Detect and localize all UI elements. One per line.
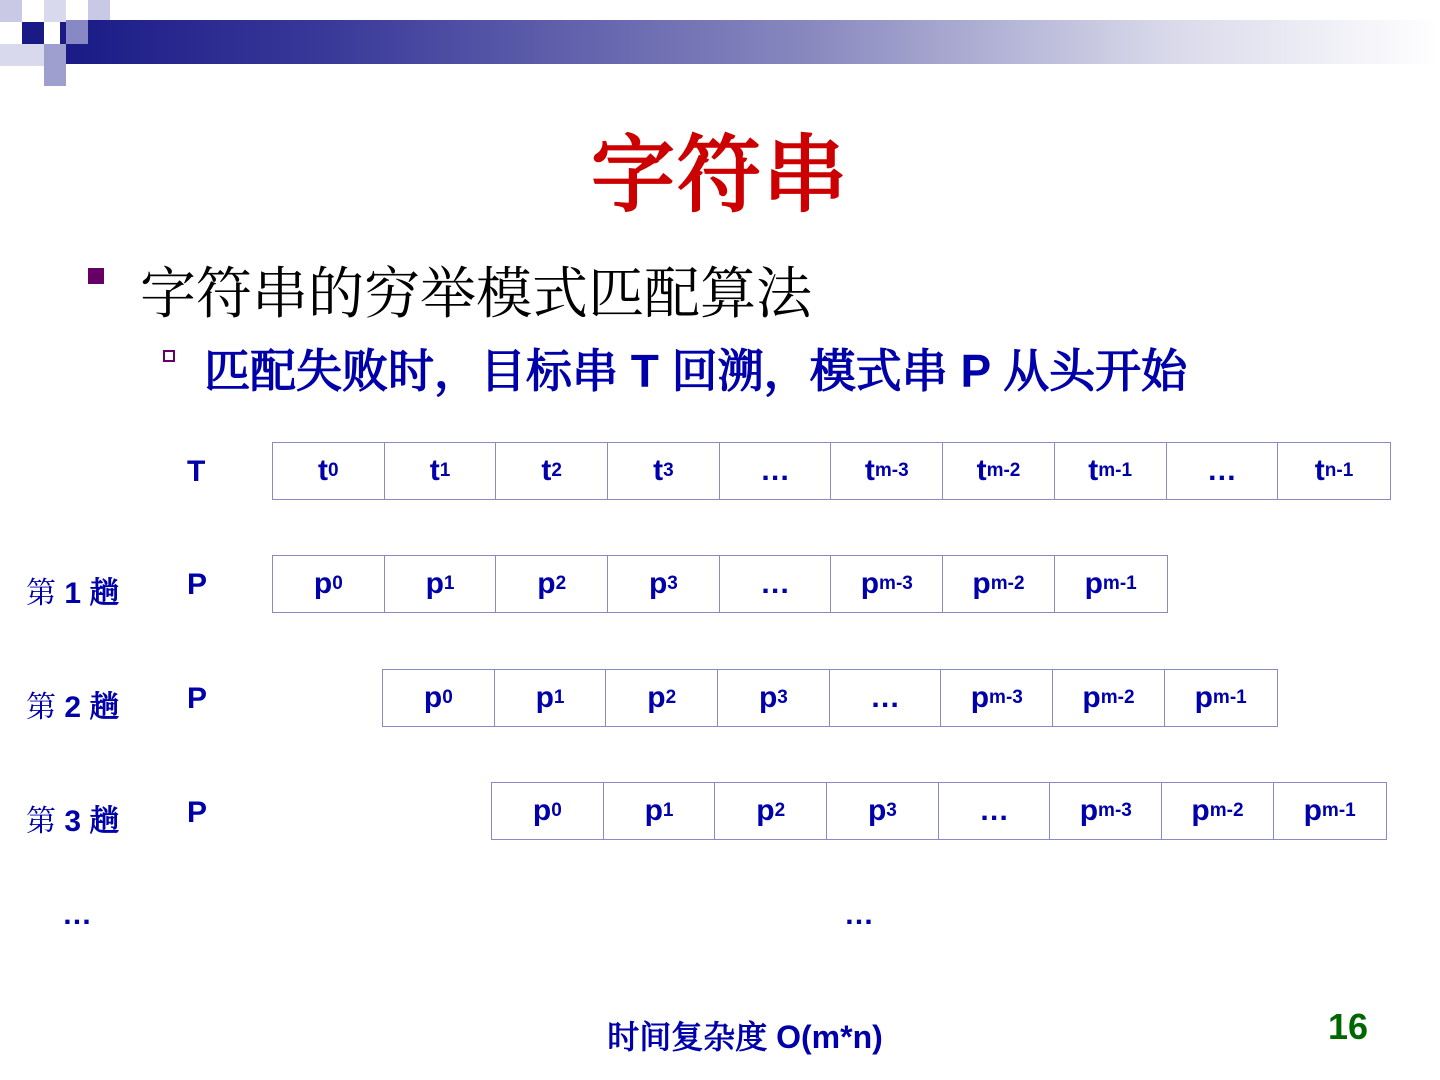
string-cell (383, 670, 495, 726)
bullet-hollow-square-icon (163, 350, 175, 362)
header-gradient-bar (60, 20, 1440, 64)
cell-index: n-1 (1324, 460, 1354, 481)
slide-title: 字符串 (590, 128, 849, 222)
cell-index: m-3 (879, 573, 913, 594)
cell-char: p (867, 794, 887, 827)
cell-index: 2 (555, 573, 567, 594)
pass-3-label: 第 3 趟 (26, 805, 120, 838)
string-cell (1278, 443, 1390, 499)
string-cell (720, 556, 832, 612)
string-cell (496, 443, 608, 499)
string-cell (830, 670, 942, 726)
bullet-main-text: 字符串的穷举模式匹配算法 (140, 262, 812, 325)
cell-index: 1 (553, 687, 565, 708)
ellipsis-left: … (62, 898, 92, 931)
cell-index: m-3 (1098, 800, 1132, 821)
string-cell (939, 783, 1051, 839)
bullet-sub-text: 匹配失败时，目标串 T 回溯，模式串 P 从头开始 (204, 345, 1188, 397)
cell-char: p (537, 567, 556, 600)
cell-index: 0 (442, 687, 453, 708)
row-letter-t: T (187, 455, 206, 488)
string-cell (831, 443, 943, 499)
cell-index: m-2 (1209, 800, 1244, 821)
string-cell (273, 443, 385, 499)
string-cell (608, 556, 720, 612)
cell-index: m-2 (1100, 687, 1135, 708)
pass-1-pattern-cells (272, 555, 1168, 613)
cell-char: … (760, 567, 791, 600)
string-cell (606, 670, 718, 726)
cell-char: p (756, 794, 775, 827)
cell-char: … (979, 794, 1010, 827)
string-cell (492, 783, 604, 839)
pass-2-label: 第 2 趟 (26, 691, 120, 724)
cell-index: m-1 (1321, 800, 1356, 821)
cell-char: p (535, 681, 554, 714)
cell-char: p (1084, 567, 1103, 600)
string-cell (1167, 443, 1279, 499)
cell-index: 3 (777, 687, 788, 708)
cell-char: t (429, 454, 440, 487)
string-cell (273, 556, 385, 612)
cell-index: 0 (551, 800, 562, 821)
cell-index: 1 (443, 573, 455, 594)
string-cell (720, 443, 832, 499)
cell-index: m-2 (986, 460, 1021, 481)
cell-char: t (653, 454, 664, 487)
cell-char: p (423, 681, 443, 714)
cell-char: p (1191, 794, 1210, 827)
cell-index: 3 (667, 573, 678, 594)
cell-index: 0 (328, 460, 339, 481)
cell-char: p (860, 567, 880, 600)
cell-char: p (970, 681, 990, 714)
cell-index: 2 (774, 800, 786, 821)
target-string-cells (272, 442, 1391, 500)
cell-index: 3 (663, 460, 674, 481)
string-cell (1050, 783, 1162, 839)
string-cell (604, 783, 716, 839)
cell-char: p (1303, 794, 1322, 827)
bullet-square-icon (88, 268, 104, 284)
cell-char: p (648, 567, 668, 600)
cell-char: p (758, 681, 778, 714)
cell-char: p (1194, 681, 1213, 714)
cell-index: 3 (886, 800, 897, 821)
string-cell (496, 556, 608, 612)
cell-char: … (760, 454, 791, 487)
string-cell (385, 556, 497, 612)
string-cell (827, 783, 939, 839)
pass-2-pattern-cells (382, 669, 1278, 727)
cell-char: p (972, 567, 991, 600)
string-cell (385, 443, 497, 499)
string-cell (943, 443, 1055, 499)
cell-index: 1 (662, 800, 674, 821)
string-cell (943, 556, 1055, 612)
string-cell (1162, 783, 1274, 839)
string-cell (831, 556, 943, 612)
string-cell (495, 670, 607, 726)
cell-char: p (644, 794, 663, 827)
time-complexity-note: 时间复杂度 O(m*n) (607, 1019, 883, 1055)
cell-index: m-1 (1102, 573, 1137, 594)
string-cell (1165, 670, 1277, 726)
cell-char: t (976, 454, 987, 487)
string-cell (1055, 443, 1167, 499)
cell-index: m-3 (989, 687, 1023, 708)
string-cell (718, 670, 830, 726)
string-cell (715, 783, 827, 839)
cell-char: … (1206, 454, 1237, 487)
cell-char: t (318, 454, 329, 487)
cell-index: m-3 (874, 460, 909, 481)
string-cell (1053, 670, 1165, 726)
cell-char: p (313, 567, 333, 600)
ellipsis-middle: … (844, 898, 874, 931)
cell-index: 2 (551, 460, 562, 481)
pass-1-label: 第 1 趟 (26, 577, 120, 610)
cell-char: t (864, 454, 875, 487)
row-letter-p2: P (187, 682, 208, 715)
cell-index: m-1 (1098, 460, 1133, 481)
pass-3-pattern-cells (491, 782, 1387, 840)
page-number: 16 (1328, 1006, 1369, 1047)
cell-char: p (1079, 794, 1099, 827)
cell-char: p (425, 567, 444, 600)
cell-index: 0 (332, 573, 343, 594)
cell-index: m-2 (990, 573, 1025, 594)
cell-char: p (1082, 681, 1101, 714)
cell-char: t (1088, 454, 1099, 487)
row-letter-p3: P (187, 796, 208, 829)
cell-char: p (647, 681, 666, 714)
cell-index: 1 (439, 460, 451, 481)
string-cell (1055, 556, 1167, 612)
string-cell (941, 670, 1053, 726)
cell-char: … (870, 681, 901, 714)
row-letter-p1: P (187, 568, 208, 601)
cell-char: t (541, 454, 552, 487)
cell-char: t (1314, 454, 1325, 487)
cell-index: m-1 (1212, 687, 1247, 708)
cell-char: p (532, 794, 552, 827)
cell-index: 2 (665, 687, 677, 708)
string-cell (608, 443, 720, 499)
string-cell (1274, 783, 1386, 839)
